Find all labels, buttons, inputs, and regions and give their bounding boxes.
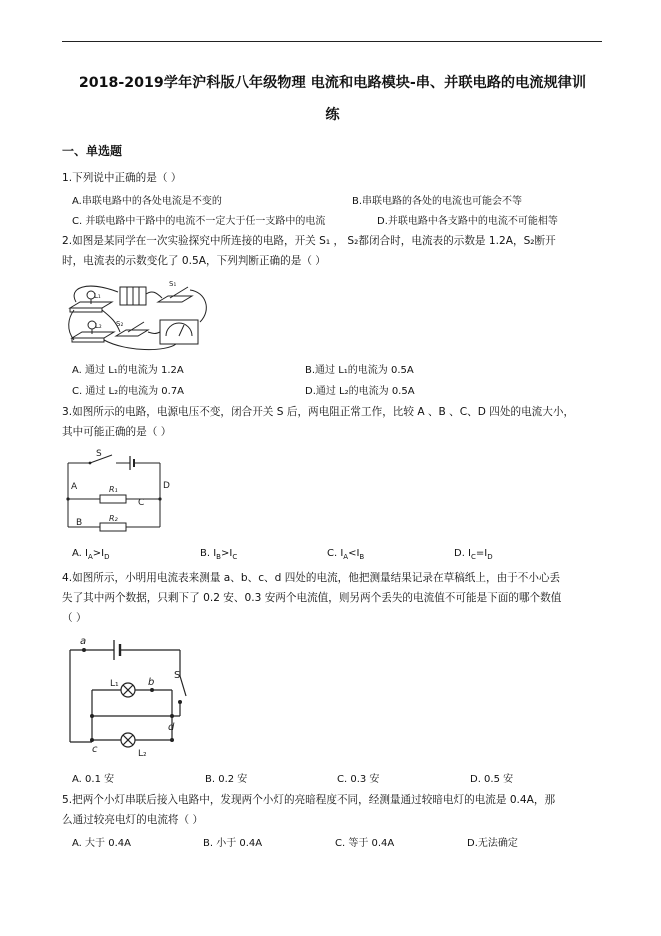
q4-stem-line1: 4.如图所示，小明用电流表来测量 a、b、c、d 四处的电流，他把测量结果记录在草稿纸上，由于不小心丢 <box>62 572 561 584</box>
q2-circuit-figure <box>66 274 216 354</box>
doc-title-line1: 2018-2019学年沪科版八年级物理 电流和电路模块-串、并联电路的电流规律训 <box>78 75 587 91</box>
doc-title-line2: 练 <box>325 107 340 123</box>
q3-option-d: D. $I_C=I_D$ <box>454 548 493 561</box>
q2-fig-label-l1: L₁ <box>94 292 101 300</box>
q3-fig-label-s: S <box>96 449 102 459</box>
q2-fig-label-l2: L₂ <box>95 322 102 330</box>
q5-stem-line1: 5.把两个小灯串联后接入电路中，发现两个小灯的亮暗程度不同，经测量通过较暗电灯的电流是 0.4A，那 <box>62 794 556 806</box>
q3-option-b: B. $I_B>I_C$ <box>200 548 238 561</box>
q2-option-d: D.通过 L₂的电流为 0.5A <box>305 386 415 397</box>
q2-stem-line1: 2.如图是某同学在一次实验探究中所连接的电路，开关 S₁ ， S₂都闭合时，电流表的示数是 1.2A，S₂断开 <box>62 235 556 247</box>
q3-fig-label-c: C <box>138 498 145 508</box>
q4-fig-label-s: S <box>174 670 181 681</box>
section-heading: 一、单选题 <box>62 144 123 158</box>
q3-fig-label-a: A <box>71 482 78 492</box>
q3-option-c: C. $I_A<I_B$ <box>327 548 365 561</box>
q3-option-a: A. $I_A>I_D$ <box>72 548 110 561</box>
q5-option-a: A. 大于 0.4A <box>72 838 131 849</box>
q3-fig-label-d: D <box>163 481 170 491</box>
q2-fig-label-s2: S₂ <box>116 320 124 328</box>
q1-stem: 1.下列说中正确的是（ ） <box>62 172 182 184</box>
q4-fig-label-l1: L₁ <box>110 679 119 689</box>
q3-fig-label-r1: R₁ <box>109 485 118 494</box>
q4-option-c: C. 0.3 安 <box>337 774 380 785</box>
q5-option-c: C. 等于 0.4A <box>335 838 395 849</box>
q5-stem-line2: 么通过较亮电灯的电流将（ ） <box>62 814 204 826</box>
q4-option-a: A. 0.1 安 <box>72 774 115 785</box>
q2-fig-label-s1: S₁ <box>169 280 177 288</box>
q1-option-c: C. 并联电路中干路中的电流不一定大于任一支路中的电流 <box>72 216 326 227</box>
q4-option-d: D. 0.5 安 <box>470 774 514 785</box>
q4-circuit-figure <box>62 632 197 762</box>
q4-fig-label-l2: L₂ <box>138 749 147 759</box>
q4-fig-label-c: c <box>92 744 98 755</box>
q3-fig-label-b: B <box>76 518 83 528</box>
q4-fig-label-a: a <box>80 636 87 647</box>
q2-option-c: C. 通过 L₂的电流为 0.7A <box>72 386 185 397</box>
header-rule <box>62 41 602 42</box>
q3-fig-label-r2: R₂ <box>109 514 118 523</box>
q3-stem-line1: 3.如图所示的电路，电源电压不变，闭合开关 S 后，两电阻正常工作，比较 A 、B 、C、D 四处的电流大小， <box>62 406 575 418</box>
q1-option-b: B.串联电路的各处的电流也可能会不等 <box>352 196 523 207</box>
q2-option-b: B.通过 L₁的电流为 0.5A <box>305 365 414 376</box>
q2-option-a: A. 通过 L₁的电流为 1.2A <box>72 365 184 376</box>
q5-option-d: D.无法确定 <box>467 838 518 849</box>
q4-fig-label-d: d <box>168 722 175 733</box>
q1-option-d: D.并联电路中各支路中的电流不可能相等 <box>377 216 558 227</box>
q4-option-b: B. 0.2 安 <box>205 774 248 785</box>
q2-stem-line2: 时，电流表的示数变化了 0.5A，下列判断正确的是（ ） <box>62 255 326 267</box>
q4-fig-label-b: b <box>148 677 155 688</box>
q3-stem-line2: 其中可能正确的是（ ） <box>62 426 172 438</box>
q1-option-a: A.串联电路中的各处电流是不变的 <box>72 196 222 207</box>
q5-option-b: B. 小于 0.4A <box>203 838 263 849</box>
q4-stem-line3: （ ） <box>62 612 87 624</box>
q4-stem-line2: 失了其中两个数据，只剩下了 0.2 安、0.3 安两个电流值，则另两个丢失的电流值不可能是下面的哪个数值 <box>62 592 562 604</box>
q3-circuit-figure <box>60 445 185 540</box>
